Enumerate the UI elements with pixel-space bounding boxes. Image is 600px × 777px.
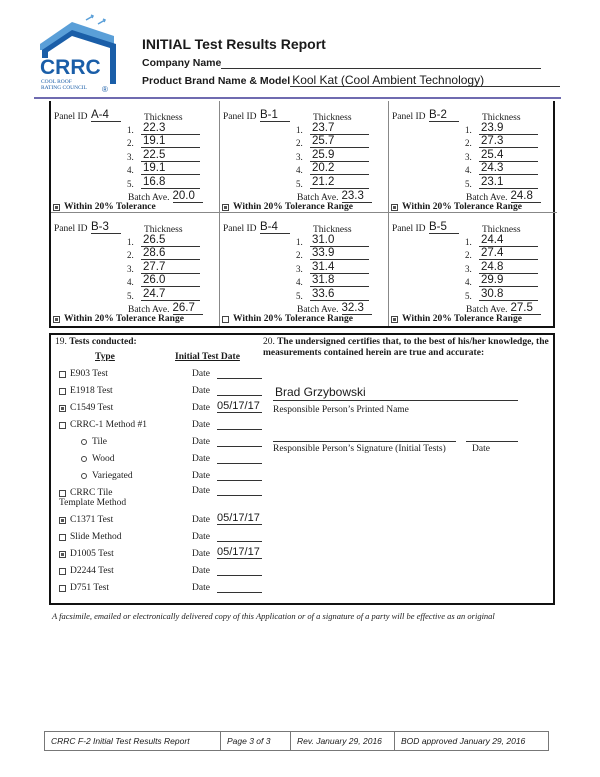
thickness-row bbox=[465, 233, 538, 247]
tolerance-row bbox=[222, 202, 353, 212]
thickness-label: Thickness bbox=[482, 225, 521, 235]
thickness-value-field[interactable]: 23.7 bbox=[310, 122, 369, 135]
thickness-row bbox=[296, 175, 369, 189]
thickness-row bbox=[296, 233, 369, 247]
cert-section-number: 20. bbox=[263, 337, 275, 347]
thickness-row bbox=[296, 148, 369, 162]
thickness-rows bbox=[465, 121, 538, 189]
cert-statement-text: The undersigned certifies that, to the best of his/her knowledge, the measurements contained herein are true and accurate: bbox=[263, 337, 549, 358]
panel-card bbox=[51, 101, 220, 213]
test-row bbox=[59, 583, 269, 593]
test-checkbox[interactable] bbox=[59, 585, 66, 592]
tests-heading bbox=[55, 337, 265, 347]
thickness-row bbox=[465, 135, 538, 149]
thickness-value-field[interactable]: 25.9 bbox=[310, 149, 369, 162]
test-date-label: Date bbox=[192, 471, 210, 481]
test-row bbox=[59, 420, 269, 430]
row-number: 3. bbox=[465, 263, 472, 274]
row-number: 3. bbox=[127, 151, 134, 162]
thickness-row bbox=[465, 274, 538, 288]
test-row bbox=[59, 369, 269, 379]
footer-approval: BOD approved January 29, 2016 bbox=[401, 736, 526, 746]
printed-name-label: Responsible Person’s Printed Name bbox=[273, 405, 409, 415]
test-date-label: Date bbox=[192, 566, 210, 576]
thickness-row bbox=[465, 287, 538, 301]
registered-mark: ® bbox=[102, 85, 108, 94]
company-name-field[interactable] bbox=[221, 56, 541, 69]
test-date-field[interactable] bbox=[217, 564, 262, 576]
test-row bbox=[59, 400, 269, 413]
test-type bbox=[59, 454, 189, 464]
thickness-row bbox=[465, 162, 538, 176]
tolerance-label: Within 20% Tolerance Range bbox=[233, 314, 353, 324]
thickness-value-field[interactable]: 24.4 bbox=[479, 234, 538, 247]
thickness-row bbox=[127, 247, 200, 261]
thickness-row bbox=[127, 260, 200, 274]
panel-card bbox=[51, 213, 220, 326]
test-name: CRRC Tile bbox=[70, 488, 113, 498]
batch-average-label: Batch Ave. bbox=[297, 305, 339, 315]
test-date-label: Date bbox=[192, 403, 210, 413]
thickness-row bbox=[465, 260, 538, 274]
batch-average-field[interactable]: 23.3 bbox=[342, 190, 372, 203]
tolerance-label: Within 20% Tolerance Range bbox=[402, 314, 522, 324]
row-number: 4. bbox=[465, 165, 472, 176]
thickness-value-field[interactable]: 20.2 bbox=[310, 162, 369, 175]
panel-id-field[interactable]: B-4 bbox=[260, 221, 290, 234]
test-date-label: Date bbox=[192, 369, 210, 379]
row-number: 5. bbox=[465, 178, 472, 189]
crrc-logo bbox=[36, 14, 126, 96]
panel-id-label: Panel ID bbox=[392, 112, 426, 122]
test-checkbox[interactable] bbox=[59, 568, 66, 575]
house-roof-icon bbox=[36, 14, 126, 96]
row-number: 1. bbox=[127, 236, 134, 247]
thickness-row bbox=[465, 121, 538, 135]
tests-section-title: Tests conducted: bbox=[69, 337, 137, 347]
row-number: 4. bbox=[296, 165, 303, 176]
test-date-field[interactable] bbox=[217, 581, 262, 593]
test-type bbox=[59, 488, 189, 508]
test-date-label: Date bbox=[192, 386, 210, 396]
test-type bbox=[59, 549, 189, 559]
batch-average-field[interactable]: 32.3 bbox=[342, 302, 372, 315]
tolerance-label: Within 20% Tolerance Range bbox=[402, 202, 522, 212]
test-checkbox[interactable] bbox=[59, 551, 66, 558]
test-type bbox=[59, 471, 189, 481]
company-name-label: Company Name bbox=[142, 57, 222, 69]
test-date-label: Date bbox=[192, 454, 210, 464]
thickness-value-field[interactable]: 29.9 bbox=[479, 274, 538, 287]
test-type bbox=[59, 420, 189, 430]
test-date-label: Date bbox=[192, 420, 210, 430]
page-footer bbox=[44, 731, 549, 751]
thickness-value-field[interactable]: 33.6 bbox=[310, 288, 369, 301]
thickness-row bbox=[127, 274, 200, 288]
thickness-row bbox=[127, 175, 200, 189]
test-date-field[interactable] bbox=[217, 530, 262, 542]
thickness-row bbox=[296, 135, 369, 149]
test-name: C1371 Test bbox=[70, 515, 114, 525]
thickness-label: Thickness bbox=[144, 225, 183, 235]
row-number: 3. bbox=[127, 263, 134, 274]
test-date-field[interactable] bbox=[217, 469, 262, 481]
test-date-label: Date bbox=[192, 437, 210, 447]
test-radio[interactable] bbox=[81, 473, 87, 479]
panel-card bbox=[389, 213, 557, 326]
test-radio[interactable] bbox=[81, 456, 87, 462]
tolerance-row bbox=[391, 202, 522, 212]
batch-average-label: Batch Ave. bbox=[128, 193, 170, 203]
thickness-rows bbox=[296, 233, 369, 301]
thickness-value-field[interactable]: 28.6 bbox=[141, 247, 200, 260]
test-checkbox[interactable] bbox=[59, 371, 66, 378]
tolerance-checkbox[interactable] bbox=[53, 204, 60, 211]
row-number: 5. bbox=[127, 290, 134, 301]
thickness-label: Thickness bbox=[313, 113, 352, 123]
row-number: 2. bbox=[465, 250, 472, 261]
row-number: 1. bbox=[465, 236, 472, 247]
row-number: 1. bbox=[296, 236, 303, 247]
thickness-label: Thickness bbox=[144, 113, 183, 123]
printed-name-field[interactable]: Brad Grzybowski bbox=[273, 385, 518, 401]
footer-form-name: CRRC F-2 Initial Test Results Report bbox=[45, 732, 221, 750]
thickness-row bbox=[127, 162, 200, 176]
test-row bbox=[59, 386, 269, 396]
thickness-value-field[interactable]: 23.9 bbox=[479, 122, 538, 135]
thickness-rows bbox=[127, 233, 200, 301]
test-name: Tile bbox=[92, 437, 107, 447]
header-divider bbox=[34, 97, 561, 99]
row-number: 2. bbox=[127, 138, 134, 149]
thickness-value-field[interactable]: 25.7 bbox=[310, 135, 369, 148]
test-date-label: Date bbox=[192, 583, 210, 593]
thickness-label: Thickness bbox=[313, 225, 352, 235]
row-number: 2. bbox=[465, 138, 472, 149]
thickness-value-field[interactable]: 16.8 bbox=[141, 176, 200, 189]
logo-line1: COOL ROOF bbox=[41, 79, 72, 85]
row-number: 1. bbox=[127, 124, 134, 135]
tolerance-checkbox[interactable] bbox=[53, 316, 60, 323]
company-name-row bbox=[142, 56, 541, 69]
test-row bbox=[59, 512, 269, 525]
batch-average-label: Batch Ave. bbox=[128, 305, 170, 315]
thickness-row bbox=[127, 148, 200, 162]
thickness-value-field[interactable]: 19.1 bbox=[141, 162, 200, 175]
panel-id-field[interactable]: A-4 bbox=[91, 109, 121, 122]
panel-id-label: Panel ID bbox=[392, 224, 426, 234]
thickness-value-field[interactable]: 30.8 bbox=[479, 288, 538, 301]
test-date-field[interactable]: 05/17/17 bbox=[217, 513, 262, 525]
row-number: 2. bbox=[296, 250, 303, 261]
row-number: 3. bbox=[296, 263, 303, 274]
date-column-header: Initial Test Date bbox=[175, 352, 240, 362]
test-date-field[interactable]: 05/17/17 bbox=[217, 401, 262, 413]
tolerance-label: Within 20% Tolerance Range bbox=[233, 202, 353, 212]
test-row bbox=[59, 471, 269, 481]
thickness-value-field[interactable]: 22.5 bbox=[141, 149, 200, 162]
tests-section-number: 19. bbox=[55, 337, 67, 347]
test-row bbox=[59, 566, 269, 576]
test-type bbox=[59, 532, 189, 542]
test-type bbox=[59, 566, 189, 576]
panel-id-label: Panel ID bbox=[54, 224, 88, 234]
thickness-value-field[interactable]: 27.7 bbox=[141, 261, 200, 274]
row-number: 4. bbox=[127, 165, 134, 176]
thickness-row bbox=[296, 162, 369, 176]
tolerance-checkbox[interactable] bbox=[222, 204, 229, 211]
row-number: 5. bbox=[127, 178, 134, 189]
test-row bbox=[59, 454, 269, 464]
batch-average-label: Batch Ave. bbox=[297, 193, 339, 203]
thickness-rows bbox=[465, 233, 538, 301]
test-date-label: Date bbox=[192, 486, 210, 496]
panel-grid bbox=[49, 101, 555, 328]
thickness-row bbox=[127, 233, 200, 247]
row-number: 1. bbox=[296, 124, 303, 135]
thickness-value-field[interactable]: 24.8 bbox=[479, 261, 538, 274]
test-checkbox[interactable] bbox=[59, 517, 66, 524]
batch-average-field[interactable]: 27.5 bbox=[511, 302, 541, 315]
test-date-field[interactable] bbox=[217, 367, 262, 379]
test-name: D751 Test bbox=[70, 583, 110, 593]
test-date-field[interactable]: 05/17/17 bbox=[217, 547, 262, 559]
row-number: 5. bbox=[296, 178, 303, 189]
test-type bbox=[59, 386, 189, 396]
signature-field[interactable] bbox=[273, 441, 456, 442]
tests-conducted-section bbox=[55, 337, 265, 593]
test-name: Variegated bbox=[92, 471, 133, 481]
panel-card bbox=[220, 213, 389, 326]
row-number: 2. bbox=[296, 138, 303, 149]
thickness-value-field[interactable]: 33.9 bbox=[310, 247, 369, 260]
panel-card bbox=[220, 101, 389, 213]
thickness-rows bbox=[127, 121, 200, 189]
row-number: 3. bbox=[465, 151, 472, 162]
test-checkbox[interactable] bbox=[59, 405, 66, 412]
tolerance-row bbox=[222, 314, 353, 324]
test-name: E1918 Test bbox=[70, 386, 113, 396]
type-column-header: Type bbox=[95, 352, 115, 362]
test-date-field[interactable] bbox=[217, 484, 262, 496]
thickness-value-field[interactable]: 31.8 bbox=[310, 274, 369, 287]
thickness-row bbox=[296, 287, 369, 301]
footer-revision: Rev. January 29, 2016 bbox=[291, 732, 395, 750]
certification-statement bbox=[263, 337, 553, 359]
thickness-row bbox=[465, 148, 538, 162]
test-date-field[interactable] bbox=[217, 418, 262, 430]
thickness-row bbox=[127, 287, 200, 301]
batch-average-field[interactable]: 20.0 bbox=[173, 190, 203, 203]
thickness-row bbox=[296, 247, 369, 261]
test-name-line2: Template Method bbox=[59, 498, 127, 508]
batch-average-field[interactable]: 24.8 bbox=[511, 190, 541, 203]
panel-card bbox=[389, 101, 557, 213]
product-label: Product Brand Name & Model bbox=[142, 75, 291, 87]
report-title: INITIAL Test Results Report bbox=[142, 36, 326, 52]
thickness-value-field[interactable]: 31.0 bbox=[310, 234, 369, 247]
row-number: 4. bbox=[296, 277, 303, 288]
test-date-label: Date bbox=[192, 549, 210, 559]
logo-acronym: CRRC bbox=[40, 56, 101, 79]
thickness-row bbox=[296, 121, 369, 135]
row-number: 4. bbox=[127, 277, 134, 288]
signature-date-label: Date bbox=[472, 444, 490, 454]
test-date-label: Date bbox=[192, 515, 210, 525]
row-number: 3. bbox=[296, 151, 303, 162]
panel-id-field[interactable]: B-1 bbox=[260, 109, 290, 122]
tolerance-row bbox=[391, 314, 522, 324]
test-row bbox=[59, 546, 269, 559]
panel-id-label: Panel ID bbox=[54, 112, 88, 122]
row-number: 1. bbox=[465, 124, 472, 135]
thickness-value-field[interactable]: 19.1 bbox=[141, 135, 200, 148]
panel-id-field[interactable]: B-2 bbox=[429, 109, 459, 122]
thickness-value-field[interactable]: 22.3 bbox=[141, 122, 200, 135]
test-date-field[interactable] bbox=[217, 384, 262, 396]
product-row bbox=[142, 74, 560, 87]
thickness-value-field[interactable]: 26.5 bbox=[141, 234, 200, 247]
panel-id-field[interactable]: B-5 bbox=[429, 221, 459, 234]
test-date-field[interactable] bbox=[217, 452, 262, 464]
thickness-value-field[interactable]: 24.3 bbox=[479, 162, 538, 175]
row-number: 2. bbox=[127, 250, 134, 261]
test-type bbox=[59, 369, 189, 379]
certification-section bbox=[263, 337, 553, 454]
thickness-value-field[interactable]: 25.4 bbox=[479, 149, 538, 162]
test-checkbox[interactable] bbox=[59, 534, 66, 541]
thickness-rows bbox=[296, 121, 369, 189]
tolerance-checkbox[interactable] bbox=[222, 316, 229, 323]
test-name: Wood bbox=[92, 454, 115, 464]
test-type bbox=[59, 583, 189, 593]
tests-certification-box bbox=[49, 333, 555, 605]
thickness-row bbox=[127, 121, 200, 135]
thickness-row bbox=[127, 135, 200, 149]
test-name: C1549 Test bbox=[70, 403, 114, 413]
test-radio[interactable] bbox=[81, 439, 87, 445]
thickness-row bbox=[465, 247, 538, 261]
thickness-label: Thickness bbox=[482, 113, 521, 123]
tolerance-row bbox=[53, 314, 184, 324]
test-name: E903 Test bbox=[70, 369, 108, 379]
panel-id-label: Panel ID bbox=[223, 112, 257, 122]
thickness-row bbox=[465, 175, 538, 189]
test-name: Slide Method bbox=[70, 532, 122, 542]
row-number: 4. bbox=[465, 277, 472, 288]
test-row bbox=[59, 488, 269, 508]
thickness-value-field[interactable]: 26.0 bbox=[141, 274, 200, 287]
thickness-value-field[interactable]: 23.1 bbox=[479, 176, 538, 189]
row-number: 5. bbox=[296, 290, 303, 301]
thickness-value-field[interactable]: 31.4 bbox=[310, 261, 369, 274]
signature-label: Responsible Person’s Signature (Initial Tests) bbox=[273, 444, 446, 454]
thickness-value-field[interactable]: 24.7 bbox=[141, 288, 200, 301]
test-checkbox[interactable] bbox=[59, 388, 66, 395]
tolerance-label: Within 20% Tolerance bbox=[64, 202, 156, 212]
test-type bbox=[59, 403, 189, 413]
batch-average-field[interactable]: 26.7 bbox=[173, 302, 203, 315]
logo-line2: RATING COUNCIL bbox=[41, 85, 87, 91]
tolerance-checkbox[interactable] bbox=[391, 204, 398, 211]
test-row bbox=[59, 437, 269, 447]
test-type bbox=[59, 437, 189, 447]
test-row bbox=[59, 532, 269, 542]
test-name: D1005 Test bbox=[70, 549, 114, 559]
tolerance-checkbox[interactable] bbox=[391, 316, 398, 323]
batch-average-label: Batch Ave. bbox=[466, 193, 508, 203]
facsimile-note: A facsimile, emailed or electronically delivered copy of this Application or of a signature of a party will be effective as an original bbox=[52, 611, 495, 621]
panel-id-label: Panel ID bbox=[223, 224, 257, 234]
thickness-value-field[interactable]: 27.4 bbox=[479, 247, 538, 260]
product-field[interactable]: Kool Kat (Cool Ambient Technology) bbox=[290, 74, 560, 87]
batch-average-label: Batch Ave. bbox=[466, 305, 508, 315]
tolerance-row bbox=[53, 202, 156, 212]
test-checkbox[interactable] bbox=[59, 490, 66, 497]
panel-id-field[interactable]: B-3 bbox=[91, 221, 121, 234]
thickness-value-field[interactable]: 21.2 bbox=[310, 176, 369, 189]
test-date-label: Date bbox=[192, 532, 210, 542]
test-name: CRRC-1 Method #1 bbox=[70, 420, 148, 430]
test-date-field[interactable] bbox=[217, 435, 262, 447]
row-number: 5. bbox=[465, 290, 472, 301]
signature-date-field[interactable] bbox=[466, 441, 518, 442]
tolerance-label: Within 20% Tolerance Range bbox=[64, 314, 184, 324]
footer-page-number: Page 3 of 3 bbox=[221, 732, 291, 750]
test-name: D2244 Test bbox=[70, 566, 114, 576]
thickness-row bbox=[296, 274, 369, 288]
test-type bbox=[59, 515, 189, 525]
thickness-value-field[interactable]: 27.3 bbox=[479, 135, 538, 148]
test-checkbox[interactable] bbox=[59, 422, 66, 429]
thickness-row bbox=[296, 260, 369, 274]
